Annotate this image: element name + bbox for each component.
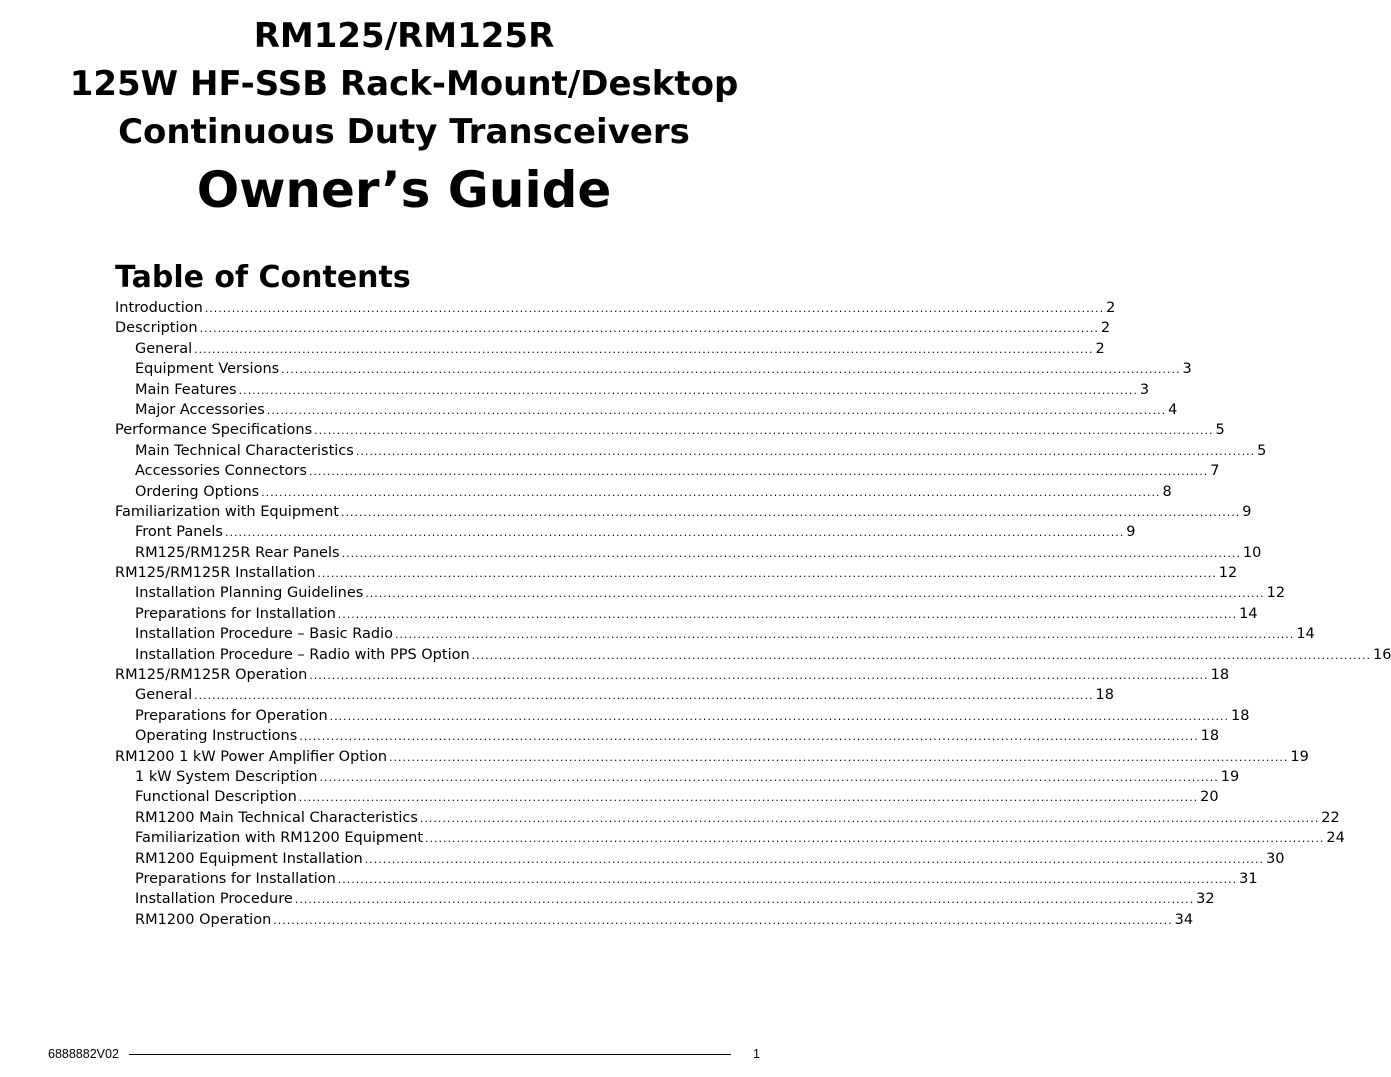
toc-entry-label: RM1200 Main Technical Characteristics xyxy=(135,809,418,826)
toc-entry-label: Installation Procedure – Radio with PPS Option xyxy=(135,646,470,663)
toc-entry-page: 7 xyxy=(1210,463,1220,480)
toc-entry-page: 14 xyxy=(1296,626,1315,643)
toc-dot-leader: ........................................................................................................................................................................................................ xyxy=(266,403,1167,417)
toc-entry-page: 10 xyxy=(1242,544,1262,561)
toc-dot-leader: ........................................................................................................................................................................................................ xyxy=(317,567,1217,581)
toc-entry[interactable] xyxy=(115,748,1309,769)
toc-entry-page: 9 xyxy=(1126,524,1136,541)
toc-entry-label: General xyxy=(135,687,193,704)
toc-entry-label: Description xyxy=(115,320,198,337)
toc-dot-leader: ........................................................................................................................................................................................................ xyxy=(308,465,1209,479)
toc-heading: Table of Contents xyxy=(115,260,411,295)
toc-dot-leader: ........................................................................................................................................................................................................ xyxy=(355,444,1256,458)
toc-entry[interactable] xyxy=(115,442,1267,463)
toc-entry-label: Ordering Options xyxy=(135,483,260,500)
toc-entry-page: 19 xyxy=(1220,768,1240,785)
toc-entry-page: 14 xyxy=(1239,605,1258,622)
title-product-line: 125W HF-SSB Rack-Mount/Desktop xyxy=(69,64,739,104)
toc-entry-page: 24 xyxy=(1326,830,1345,847)
toc-dot-leader: ........................................................................................................................................................................................................ xyxy=(204,302,1105,315)
toc-entry[interactable] xyxy=(115,483,1172,504)
toc-entry-label: RM1200 1 kW Power Amplifier Option xyxy=(115,748,388,765)
toc-dot-leader: ........................................................................................................................................................................................................ xyxy=(261,485,1161,499)
toc-entry[interactable] xyxy=(115,687,1114,707)
toc-entry-page: 12 xyxy=(1266,585,1286,602)
toc-entry-label: Performance Specifications xyxy=(115,422,313,439)
toc-entry[interactable] xyxy=(115,565,1238,585)
toc-entry[interactable] xyxy=(115,401,1178,422)
toc-entry[interactable] xyxy=(115,911,1194,932)
toc-entry-label: Preparations for Operation xyxy=(135,707,328,724)
toc-entry[interactable] xyxy=(115,707,1250,728)
toc-dot-leader: ........................................................................................................................................................................................................ xyxy=(365,587,1265,601)
toc-entry-page: 4 xyxy=(1168,401,1178,418)
toc-dot-leader: ........................................................................................................................................................................................................ xyxy=(194,689,1094,703)
toc-entry-label: Major Accessories xyxy=(135,401,265,418)
toc-entry-label: RM1200 Equipment Installation xyxy=(135,850,363,867)
toc-entry-label: Functional Description xyxy=(135,789,297,806)
toc-entry-page: 31 xyxy=(1239,870,1258,887)
toc-entry-page: 30 xyxy=(1266,850,1285,867)
toc-entry[interactable] xyxy=(115,463,1220,483)
toc-entry-label: Familiarization with RM1200 Equipment xyxy=(135,830,424,847)
toc-dot-leader: ........................................................................................................................................................................................................ xyxy=(329,709,1229,723)
toc-dot-leader: ........................................................................................................................................................................................................ xyxy=(425,832,1325,846)
toc-entry[interactable] xyxy=(115,646,1391,667)
toc-entry-label: Preparations for Installation xyxy=(135,605,336,622)
toc-dot-leader: ........................................................................................................................................................................................................ xyxy=(194,342,1094,356)
toc-entry[interactable] xyxy=(115,524,1136,544)
toc-dot-leader: ........................................................................................................................................................................................................ xyxy=(299,730,1199,744)
toc-dot-leader: ........................................................................................................................................................................................................ xyxy=(389,750,1289,764)
toc-entry[interactable] xyxy=(115,381,1150,402)
page-footer xyxy=(48,1044,760,1064)
toc-dot-leader: ........................................................................................................................................................................................................ xyxy=(224,526,1125,540)
toc-entry-page: 8 xyxy=(1162,483,1172,500)
toc-entry[interactable] xyxy=(115,361,1192,381)
toc-entry-page: 32 xyxy=(1196,891,1215,908)
toc-dot-leader: ........................................................................................................................................................................................................ xyxy=(238,383,1138,397)
toc-entry[interactable] xyxy=(115,870,1258,891)
toc-entry-page: 5 xyxy=(1215,422,1225,439)
toc-entry[interactable] xyxy=(115,544,1262,565)
toc-entry-label: RM1200 Operation xyxy=(135,911,272,928)
toc-entry-label: Preparations for Installation xyxy=(135,870,336,887)
toc-entry[interactable] xyxy=(115,422,1225,442)
title-model: RM125/RM125R xyxy=(253,16,555,56)
toc-entry-page: 18 xyxy=(1210,667,1230,684)
toc-entry-label: Installation Procedure xyxy=(135,891,293,908)
footer-rule xyxy=(129,1054,731,1055)
toc-entry-page: 9 xyxy=(1242,503,1252,520)
toc-entry-page: 18 xyxy=(1200,728,1220,745)
toc-entry-label: Installation Planning Guidelines xyxy=(135,585,364,602)
toc-entry-label: Accessories Connectors xyxy=(135,463,307,480)
toc-dot-leader: ........................................................................................................................................................................................................ xyxy=(199,322,1099,336)
toc-dot-leader: ........................................................................................................................................................................................................ xyxy=(298,791,1199,805)
toc-dot-leader: ........................................................................................................................................................................................................ xyxy=(314,424,1214,438)
toc-entry[interactable] xyxy=(115,728,1220,748)
toc-entry-page: 2 xyxy=(1100,320,1111,337)
toc-entry-page: 12 xyxy=(1218,565,1238,582)
toc-dot-leader: ........................................................................................................................................................................................................ xyxy=(340,505,1241,519)
toc-entry-page: 20 xyxy=(1200,789,1219,806)
toc-entry[interactable] xyxy=(115,340,1105,361)
toc-entry-label: Introduction xyxy=(115,300,203,316)
toc-entry-page: 2 xyxy=(1095,340,1105,357)
toc-entry[interactable] xyxy=(115,667,1230,687)
toc-dot-leader: ........................................................................................................................................................................................................ xyxy=(471,648,1371,662)
document-title-block xyxy=(0,12,808,222)
toc-entry-page: 22 xyxy=(1321,809,1340,826)
toc-entry-label: Operating Instructions xyxy=(135,728,298,745)
toc-entry[interactable] xyxy=(115,809,1340,830)
toc-entry-label: Main Features xyxy=(135,381,237,398)
title-product-type: Continuous Duty Transceivers xyxy=(118,112,690,152)
toc-dot-leader: ........................................................................................................................................................................................................ xyxy=(364,852,1265,866)
toc-entry[interactable] xyxy=(115,830,1345,850)
toc-entry-page: 3 xyxy=(1182,361,1192,378)
toc-entry-page: 2 xyxy=(1106,300,1116,316)
toc-dot-leader: ........................................................................................................................................................................................................ xyxy=(281,363,1181,377)
toc-entry[interactable] xyxy=(115,605,1258,626)
toc-entry-label: Familiarization with Equipment xyxy=(115,503,339,520)
toc-dot-leader: ........................................................................................................................................................................................................ xyxy=(394,628,1295,642)
toc-entry-label: RM125/RM125R Installation xyxy=(115,565,316,582)
toc-dot-leader: ........................................................................................................................................................................................................ xyxy=(337,872,1238,886)
toc-dot-leader: ........................................................................................................................................................................................................ xyxy=(294,893,1195,907)
toc-entry[interactable] xyxy=(115,300,1116,320)
toc-entry-page: 16 xyxy=(1373,646,1391,663)
toc-dot-leader: ........................................................................................................................................................................................................ xyxy=(419,811,1320,825)
toc-dot-leader: ........................................................................................................................................................................................................ xyxy=(319,770,1219,784)
toc-entry-page: 19 xyxy=(1290,748,1309,765)
toc-entry-label: Installation Procedure – Basic Radio xyxy=(135,626,393,643)
toc-entry-page: 18 xyxy=(1230,707,1250,724)
toc-entry[interactable] xyxy=(115,789,1219,809)
toc-entry-page: 5 xyxy=(1257,442,1267,459)
toc-dot-leader: ........................................................................................................................................................................................................ xyxy=(309,669,1209,683)
toc-entry[interactable] xyxy=(115,585,1286,605)
toc-entry-label: Equipment Versions xyxy=(135,361,280,378)
title-owners-guide: Owner’s Guide xyxy=(196,161,612,219)
toc-entry-label: General xyxy=(135,340,193,357)
toc-entry[interactable] xyxy=(115,503,1252,524)
toc-entry-label: Main Technical Characteristics xyxy=(135,442,354,459)
toc-list xyxy=(115,300,1391,932)
toc-dot-leader: ........................................................................................................................................................................................................ xyxy=(337,607,1238,621)
toc-entry[interactable] xyxy=(115,320,1111,340)
toc-entry-label: RM125/RM125R Rear Panels xyxy=(135,544,340,561)
toc-entry-label: Front Panels xyxy=(135,524,223,541)
toc-entry-label: 1 kW System Description xyxy=(135,768,318,785)
toc-dot-leader: ........................................................................................................................................................................................................ xyxy=(341,546,1241,560)
toc-entry[interactable] xyxy=(115,850,1285,871)
toc-entry[interactable] xyxy=(115,891,1215,911)
toc-entry[interactable] xyxy=(115,768,1240,789)
document-code: 6888882V02 xyxy=(48,1047,119,1061)
toc-entry-page: 18 xyxy=(1095,687,1114,704)
toc-entry-page: 3 xyxy=(1139,381,1150,398)
toc-dot-leader: ........................................................................................................................................................................................................ xyxy=(273,913,1173,927)
toc-entry[interactable] xyxy=(115,626,1315,646)
toc-entry-label: RM125/RM125R Operation xyxy=(115,667,308,684)
toc-entry-page: 34 xyxy=(1174,911,1194,928)
page-number: 1 xyxy=(753,1047,760,1061)
